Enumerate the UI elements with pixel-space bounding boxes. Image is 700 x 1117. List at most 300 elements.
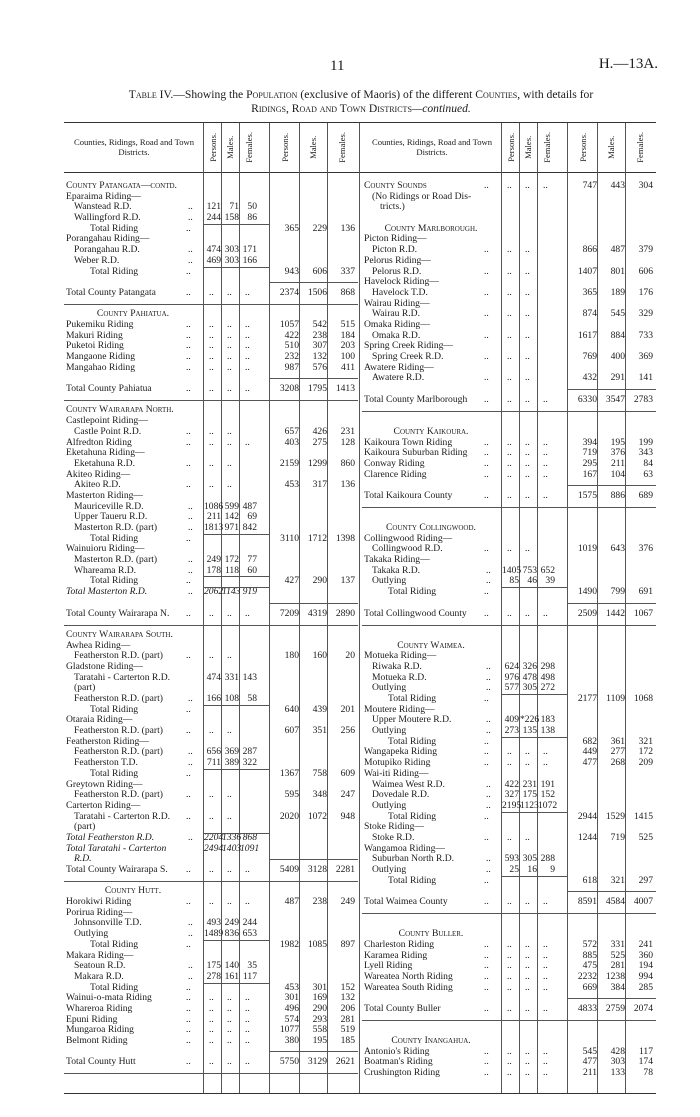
- row-label: Puketoi Riding: [66, 340, 124, 352]
- detail-value: 161: [224, 970, 239, 982]
- total-value: 606: [312, 265, 327, 277]
- total-value: 137: [340, 575, 355, 587]
- leader-dots: ..: [484, 447, 489, 459]
- leader-dots: ..: [227, 1056, 232, 1068]
- total-value: 211: [610, 457, 625, 469]
- total-value: 576: [312, 361, 327, 373]
- detail-value: 868: [242, 831, 257, 843]
- total-value: 275: [312, 436, 327, 448]
- total-value: 136: [340, 222, 355, 234]
- row-label: Total Riding: [388, 586, 437, 598]
- table-row: [64, 384, 358, 395]
- table-row: [362, 801, 656, 812]
- table-row: [64, 256, 358, 267]
- row-label: County Marlborough.: [384, 222, 478, 234]
- row-label: Johnsonville T.D.: [74, 917, 142, 929]
- leader-dots: ..: [188, 201, 193, 213]
- total-value: 128: [340, 436, 355, 448]
- leader-dots: ..: [186, 1002, 191, 1014]
- table-row: [64, 972, 358, 983]
- leader-dots: ..: [484, 970, 489, 982]
- leader-dots: ..: [227, 457, 232, 469]
- leader-dots: ..: [188, 522, 193, 533]
- row-label: Featherston Riding—: [66, 735, 149, 747]
- row-label: Castle Point R.D.: [74, 425, 142, 437]
- row-label: Total County Marlborough: [364, 393, 468, 405]
- leader-dots: ..: [525, 244, 530, 256]
- leader-dots: ..: [245, 1056, 250, 1068]
- leader-dots: ..: [245, 329, 250, 341]
- detail-value: 2062: [204, 586, 224, 598]
- leader-dots: ..: [507, 831, 512, 843]
- subtotal-rule: [502, 812, 567, 813]
- total-value: 411: [340, 361, 355, 373]
- row-label: Featherston R.D. (part): [74, 725, 163, 737]
- leader-dots: ..: [186, 864, 191, 875]
- leader-dots: ..: [484, 693, 489, 704]
- leader-dots: ..: [209, 789, 214, 801]
- total-value: 277: [610, 746, 625, 758]
- detail-value: 1403: [222, 842, 242, 854]
- leader-dots: ..: [188, 511, 193, 523]
- total-value: 141: [638, 372, 653, 384]
- leader-dots: ..: [507, 543, 512, 555]
- leader-dots: ..: [486, 778, 491, 790]
- row-label: Stoke Riding—: [364, 821, 424, 833]
- total-value: 428: [610, 1045, 625, 1057]
- row-label: Horokiwi Riding: [66, 896, 132, 908]
- row-label: Pukemiku Riding: [66, 318, 134, 330]
- row-label: Wanstead R.D.: [74, 201, 132, 213]
- leader-dots: ..: [209, 361, 214, 373]
- leader-dots: ..: [188, 757, 193, 769]
- leader-dots: ..: [507, 981, 512, 993]
- detail-value: 69: [247, 511, 257, 523]
- row-label: Featherston R.D. (part): [74, 789, 163, 801]
- detail-value: 498: [540, 671, 555, 683]
- leader-dots: ..: [484, 1067, 489, 1079]
- total-value: 167: [582, 468, 597, 480]
- detail-value: 288: [540, 853, 555, 865]
- total-value: 618: [582, 874, 597, 886]
- leader-dots: ..: [484, 286, 489, 298]
- leader-dots: ..: [484, 896, 489, 908]
- right-col-head-persons-total: Persons.: [577, 132, 588, 162]
- row-label: Outlying: [372, 725, 407, 737]
- leader-dots: ..: [186, 938, 191, 950]
- total-value: 20: [345, 650, 355, 662]
- leader-dots: ..: [186, 896, 191, 908]
- total-value: 542: [312, 318, 327, 330]
- row-label: Charleston Riding: [364, 938, 435, 950]
- leader-dots: ..: [484, 735, 489, 747]
- subtotal-rule: [204, 267, 269, 268]
- county-total-rule-top: [568, 891, 656, 892]
- left-col-head-females-detail: Females.: [243, 131, 254, 163]
- row-label: Masterton R.D. (part): [74, 554, 158, 566]
- detail-value: 474: [206, 244, 221, 256]
- row-label: (part): [74, 682, 96, 694]
- row-label: Kaikoura Suburban Riding: [364, 447, 468, 459]
- row-label: Featherston R.D. (part): [74, 746, 163, 758]
- total-value: 7209: [279, 607, 299, 619]
- total-value: 343: [638, 447, 653, 459]
- row-label: Wainuioru Riding—: [66, 543, 145, 555]
- total-value: 719: [610, 831, 625, 843]
- leader-dots: ..: [525, 831, 530, 843]
- leader-dots: ..: [484, 757, 489, 769]
- leader-dots: ..: [507, 1045, 512, 1057]
- leader-dots: ..: [186, 703, 191, 715]
- detail-value: 652: [540, 564, 555, 576]
- leader-dots: ..: [543, 447, 548, 459]
- county-total-rule-bottom: [64, 1073, 358, 1074]
- leader-dots: ..: [227, 864, 232, 875]
- subtotal-rule: [204, 833, 269, 834]
- left-col-head-females-total: Females.: [336, 131, 347, 163]
- total-value: 1057: [279, 318, 299, 330]
- detail-value: 422: [504, 778, 519, 790]
- leader-dots: ..: [245, 436, 250, 448]
- leader-dots: ..: [245, 361, 250, 373]
- leader-dots: ..: [188, 564, 193, 576]
- row-label: Otaraia Riding—: [66, 714, 133, 726]
- row-label: Takaka Riding—: [364, 554, 430, 566]
- leader-dots: ..: [484, 981, 489, 993]
- row-label: Suburban North R.D.: [372, 853, 455, 865]
- subtotal-rule: [502, 587, 567, 588]
- total-value: 206: [340, 1002, 355, 1014]
- leader-dots: ..: [484, 949, 489, 961]
- table-row: [64, 609, 358, 620]
- row-label: Dovedale R.D.: [372, 789, 430, 801]
- total-value: 609: [340, 767, 355, 779]
- detail-value: 298: [540, 660, 555, 672]
- row-label: Makara Riding—: [66, 949, 134, 961]
- leader-dots: ..: [227, 650, 232, 662]
- leader-dots: ..: [186, 351, 191, 362]
- total-value: 247: [340, 789, 355, 801]
- total-value: 475: [582, 960, 597, 972]
- row-label: Lyell Riding: [364, 960, 413, 972]
- table-row: [362, 1004, 656, 1015]
- leader-dots: ..: [209, 318, 214, 330]
- total-value: 1415: [633, 810, 653, 822]
- leader-dots: ..: [484, 607, 489, 619]
- leader-dots: ..: [484, 351, 489, 362]
- total-value: 477: [582, 757, 597, 769]
- leader-dots: ..: [245, 340, 250, 352]
- total-value: 3110: [280, 532, 299, 544]
- leader-dots: ..: [484, 1002, 489, 1014]
- leader-dots: ..: [484, 874, 489, 886]
- total-value: 3128: [307, 864, 327, 875]
- row-label: Seatoun R.D.: [74, 960, 126, 972]
- row-label: Outlying: [372, 682, 407, 694]
- total-value: 268: [610, 757, 625, 769]
- detail-value: 85: [509, 575, 519, 587]
- total-value: 5409: [279, 864, 299, 875]
- total-value: 691: [638, 586, 653, 598]
- leader-dots: ..: [186, 981, 191, 993]
- leader-dots: ..: [525, 543, 530, 555]
- table-row: [362, 1068, 656, 1079]
- total-value: 232: [284, 351, 299, 362]
- detail-value: 711: [206, 757, 221, 769]
- table-row: [362, 908, 656, 919]
- table-row: [362, 630, 656, 641]
- detail-value: 172: [224, 554, 239, 566]
- total-value: 331: [610, 938, 625, 950]
- leader-dots: ..: [188, 928, 193, 940]
- leader-dots: ..: [227, 286, 232, 298]
- leader-dots: ..: [507, 1002, 512, 1014]
- total-value: 290: [312, 575, 327, 587]
- right-col-head-persons-detail: Persons.: [505, 132, 516, 162]
- total-value: 199: [638, 436, 653, 448]
- row-label: Alfredton Riding: [66, 436, 132, 448]
- row-label: County Wairarapa South.: [66, 628, 173, 640]
- leader-dots: ..: [245, 1013, 250, 1025]
- leader-dots: ..: [227, 1013, 232, 1025]
- center-column-rule: [359, 123, 360, 1093]
- total-value: 525: [638, 831, 653, 843]
- row-label: Spring Creek R.D.: [372, 351, 444, 362]
- table-label: Table IV.: [128, 88, 174, 101]
- row-label: Eparaima Riding—: [66, 190, 141, 202]
- leader-dots: ..: [484, 831, 489, 843]
- leader-dots: ..: [484, 393, 489, 405]
- leader-dots: ..: [525, 896, 530, 908]
- caption-text-2: (exclusive of Maoris) of the different: [297, 88, 476, 101]
- leader-dots: ..: [186, 457, 191, 469]
- row-label: Pelorus Riding—: [364, 254, 431, 266]
- detail-value: 16: [527, 864, 537, 875]
- total-value: 361: [610, 735, 625, 747]
- total-value: 169: [312, 992, 327, 1004]
- row-label: (No Ridings or Road Dis-: [372, 190, 472, 202]
- row-label: Total Waimea County: [364, 896, 448, 908]
- total-value: 525: [610, 949, 625, 961]
- total-value: 1442: [605, 607, 625, 619]
- row-label: County Kaikoura.: [393, 425, 469, 437]
- leader-dots: ..: [525, 329, 530, 341]
- row-label: Whareama R.D.: [74, 564, 137, 576]
- leader-dots: ..: [525, 265, 530, 277]
- leader-dots: ..: [227, 810, 232, 822]
- row-label: Wangapeka Riding: [364, 746, 438, 758]
- right-col-head-males-total: Males.: [606, 135, 617, 159]
- leader-dots: ..: [543, 746, 548, 758]
- right-rows: [362, 181, 656, 1079]
- row-label: Total Riding: [90, 222, 139, 234]
- left-col-head-males-total: Males.: [308, 135, 319, 159]
- row-label: Omaka Riding—: [364, 318, 430, 330]
- total-value: 180: [284, 650, 299, 662]
- detail-value: 121: [206, 201, 221, 213]
- leader-dots: ..: [245, 992, 250, 1004]
- row-label: Total Riding: [90, 575, 139, 587]
- leader-dots: ..: [484, 543, 489, 555]
- leader-dots: ..: [186, 1024, 191, 1036]
- total-value: 384: [610, 981, 625, 993]
- leader-dots: ..: [227, 607, 232, 619]
- leader-dots: ..: [186, 767, 191, 779]
- leader-dots: ..: [209, 286, 214, 298]
- total-value: 510: [284, 340, 299, 352]
- total-value: 63: [643, 468, 653, 480]
- leader-dots: ..: [245, 318, 250, 330]
- detail-value: 326: [522, 660, 537, 672]
- detail-value: 2494: [204, 842, 224, 854]
- subtotal-rule: [502, 876, 567, 877]
- leader-dots: ..: [227, 1024, 232, 1036]
- leader-dots: ..: [525, 949, 530, 961]
- detail-value: 118: [224, 564, 239, 576]
- total-value: 2783: [633, 393, 653, 405]
- detail-value: 152: [540, 789, 555, 801]
- total-value: 1982: [279, 938, 299, 950]
- total-value: 515: [340, 318, 355, 330]
- leader-dots: ..: [507, 896, 512, 908]
- leader-dots: ..: [484, 1045, 489, 1057]
- left-col-head-persons-detail: Persons.: [207, 132, 218, 162]
- row-label: Awatere R.D.: [372, 372, 425, 384]
- leader-dots: ..: [543, 1056, 548, 1068]
- detail-value: 1405: [502, 564, 522, 576]
- leader-dots: ..: [507, 308, 512, 320]
- table-row: [64, 1057, 358, 1068]
- total-value: 606: [638, 265, 653, 277]
- detail-value: 108: [224, 693, 239, 704]
- total-value: 369: [638, 351, 653, 362]
- row-label: Wainui-o-mata Riding: [66, 992, 152, 1004]
- total-value: 360: [638, 949, 653, 961]
- row-label: County Hutt.: [104, 885, 162, 897]
- total-value: 1529: [605, 810, 625, 822]
- total-value: 194: [638, 960, 653, 972]
- leader-dots: ..: [186, 340, 191, 352]
- table-row: [64, 812, 358, 823]
- row-label: Total Riding: [90, 767, 139, 779]
- row-label: Picton R.D.: [372, 244, 418, 256]
- total-value: 1506: [307, 286, 327, 298]
- total-value: 317: [312, 479, 327, 491]
- total-value: 682: [582, 735, 597, 747]
- row-label: Akiteo Riding—: [66, 468, 131, 480]
- leader-dots: ..: [209, 329, 214, 341]
- row-label: Porangahau Riding—: [66, 233, 150, 245]
- detail-value: 469: [206, 254, 221, 266]
- leader-dots: ..: [188, 212, 193, 224]
- leader-dots: ..: [543, 938, 548, 950]
- leader-dots: ..: [227, 361, 232, 373]
- total-value: 689: [638, 489, 653, 501]
- leader-dots: ..: [227, 896, 232, 908]
- leader-dots: ..: [525, 970, 530, 982]
- total-value: 100: [340, 351, 355, 362]
- row-label: Eketahuna R.D.: [74, 457, 136, 469]
- table-row: [362, 940, 656, 951]
- population-table: [64, 122, 656, 1094]
- leader-dots: ..: [507, 351, 512, 362]
- detail-value: 191: [540, 778, 555, 790]
- total-value: 203: [340, 340, 355, 352]
- county-total-rule-top: [270, 603, 358, 604]
- table-row: [64, 940, 358, 951]
- table-row: [64, 844, 358, 855]
- total-value: 2159: [279, 457, 299, 469]
- leader-dots: ..: [209, 1002, 214, 1014]
- detail-value: 305: [522, 853, 537, 865]
- leader-dots: ..: [245, 1024, 250, 1036]
- leader-dots: ..: [486, 864, 491, 875]
- total-value: 133: [610, 1067, 625, 1079]
- detail-value: 50: [247, 201, 257, 213]
- total-value: 241: [638, 938, 653, 950]
- leader-dots: ..: [507, 1067, 512, 1079]
- leader-dots: ..: [543, 949, 548, 961]
- leader-dots: ..: [245, 286, 250, 298]
- row-label: Total County Wairarapa N.: [66, 607, 170, 619]
- total-value: 297: [638, 874, 653, 886]
- total-value: 439: [312, 703, 327, 715]
- total-value: 403: [284, 436, 299, 448]
- detail-value: 140: [224, 960, 239, 972]
- total-value: 2621: [335, 1056, 355, 1068]
- row-label: Wairau R.D.: [372, 308, 420, 320]
- row-label: Riwaka R.D.: [372, 660, 422, 672]
- subtotal-rule: [204, 705, 269, 706]
- leader-dots: ..: [209, 650, 214, 662]
- county-total-rule-top: [270, 859, 358, 860]
- total-value: 295: [582, 457, 597, 469]
- total-value: 337: [340, 265, 355, 277]
- row-label: Wairau Riding—: [364, 297, 430, 309]
- leader-dots: ..: [245, 864, 250, 875]
- row-label: Mangaone Riding: [66, 351, 136, 362]
- leader-dots: ..: [543, 1002, 548, 1014]
- leader-dots: ..: [484, 265, 489, 277]
- total-value: 1490: [577, 586, 597, 598]
- total-value: 1413: [335, 383, 355, 395]
- leader-dots: ..: [525, 746, 530, 758]
- row-label: County Wairarapa North.: [66, 404, 174, 416]
- total-value: 379: [638, 244, 653, 256]
- total-value: 669: [582, 981, 597, 993]
- county-total-rule-top: [568, 389, 656, 390]
- leader-dots: ..: [186, 286, 191, 298]
- total-value: 4833: [577, 1002, 597, 1014]
- leader-dots: ..: [486, 660, 491, 672]
- detail-value: 2195: [502, 799, 522, 811]
- leader-dots: ..: [245, 351, 250, 362]
- detail-value: 135: [522, 725, 537, 737]
- leader-dots: ..: [209, 457, 214, 469]
- table-row: [64, 630, 358, 641]
- leader-dots: ..: [186, 1035, 191, 1046]
- detail-value: 46: [527, 575, 537, 587]
- right-col-head-females-detail: Females.: [541, 131, 552, 163]
- total-value: 229: [312, 222, 327, 234]
- detail-value: 624: [504, 660, 519, 672]
- total-value: 1617: [577, 329, 597, 341]
- row-label: Gladstone Riding—: [66, 660, 144, 672]
- total-value: 558: [312, 1024, 327, 1036]
- leader-dots: ..: [209, 479, 214, 491]
- leader-dots: ..: [186, 725, 191, 737]
- right-district-heading: Counties, Ridings, Road and Town Districts.: [371, 137, 493, 157]
